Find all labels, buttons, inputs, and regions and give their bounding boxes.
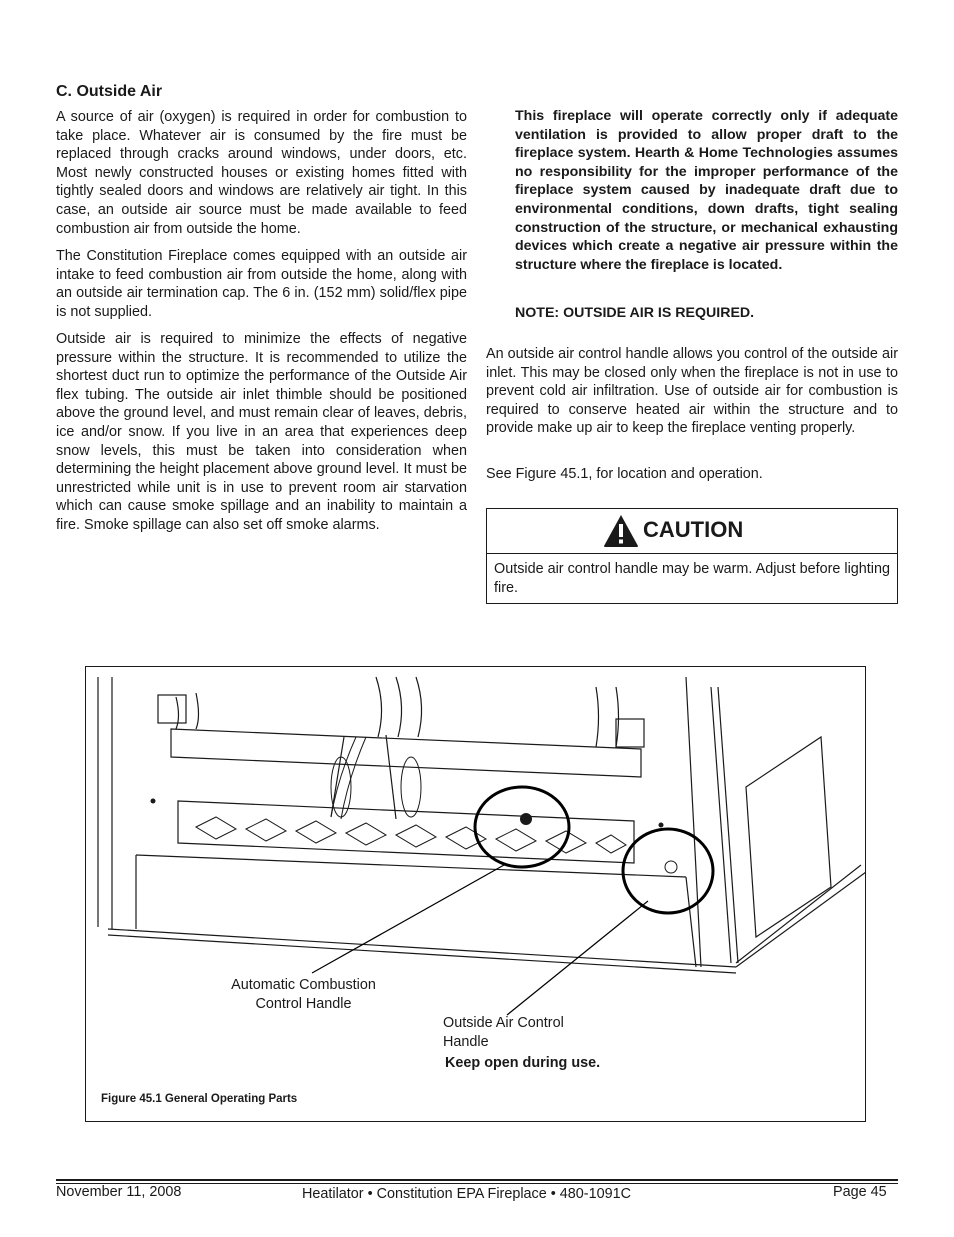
auto-combustion-label-line2: Control Handle (255, 995, 352, 1012)
left-column-2 (56, 247, 467, 321)
section-heading: C. Outside Air (56, 83, 163, 100)
footer-document: Heatilator • Constitution EPA Fireplace • 480-1091C (302, 1186, 631, 1202)
paragraph-see-figure: See Figure 45.1, for location and operation. (486, 466, 763, 482)
footer-date: November 11, 2008 (56, 1184, 182, 1200)
outside-air-label-line2: Handle (443, 1033, 489, 1050)
paragraph-combustion-air: A source of air (oxygen) is required in order for combustion to take place. Whatever air is consumed by the fire must be replaced through cracks around windows, under doors, etc. Most newly constructed houses or existing homes fitted with tightly sealed doors and windows are relatively air tight. In this case, an outside air source must be made available to feed combustion air from outside the home. (56, 109, 467, 237)
outside-air-label-line1: Outside Air Control (443, 1015, 564, 1031)
right-column (486, 345, 898, 438)
caution-title: CAUTION (643, 517, 744, 542)
paragraph-outside-intake: The Constitution Fireplace comes equipped with an outside air intake to feed combustion air from outside the home, along with an outside air termination cap. The 6 in. (152 mm) solid/flex pipe is not supplied. (56, 248, 467, 320)
figure-box (85, 666, 866, 1122)
warning-triangle-icon (603, 514, 639, 548)
outside-air-note: NOTE: OUTSIDE AIR IS REQUIRED. (515, 305, 755, 321)
footer-rule-thin (56, 1183, 898, 1184)
figure-caption: Figure 45.1 General Operating Parts (101, 1093, 298, 1105)
outside-air-label (443, 1014, 564, 1051)
auto-combustion-label (221, 976, 386, 1013)
paragraph-control-handle: An outside air control handle allows you control of the outside air inlet. This may be closed only when the fireplace is not in use to prevent cold air infiltration. Use of outside air for combustion is required to conserve heated air within the structure and to provide make up air to keep the fireplace venting properly. (486, 346, 898, 437)
paragraph-negative-pressure: Outside air is required to minimize the effects of negative pressure within the structure. It is recommended to utilize the shortest duct run to optimize the performance of the Outside Air flex tubing. The outside air inlet thimble should be positioned above the ground level, and must remain clear of leaves, debris, ice and/or snow. If you live in an area that experiences deep snow levels, this must be taken into consideration when determining the height placement above ground level. It must be unrestricted while unit is in use to prevent room air starvation which can cause smoke spillage and an inability to maintain a fire. Smoke spillage can also set off smoke alarms. (56, 331, 467, 533)
auto-combustion-label-line1: Automatic Combustion (231, 977, 376, 993)
ventilation-warning: This fireplace will operate correctly only if adequate ventilation is provided to allow proper draft to the fireplace system. Hearth & Home Technologies assumes no responsibility for the improper performance of the fireplace system caused by inadequate draft due to environmental conditions, down drafts, tight sealing construction of the structure, or mechanical exhausting devices which create a negative air pressure within the structure where the fireplace is located. (515, 108, 898, 273)
keep-open-label: Keep open during use. (445, 1055, 601, 1071)
right-column-2 (486, 465, 898, 484)
caution-box (486, 508, 898, 604)
left-column (56, 108, 467, 238)
left-column-3 (56, 330, 467, 535)
caution-text: Outside air control handle may be warm. Adjust before lighting fire. (494, 561, 890, 596)
footer-rule-thick (56, 1179, 898, 1181)
fireplace-drawing (86, 667, 865, 1121)
footer-page: Page 45 (833, 1184, 887, 1200)
caution-header (487, 509, 897, 554)
